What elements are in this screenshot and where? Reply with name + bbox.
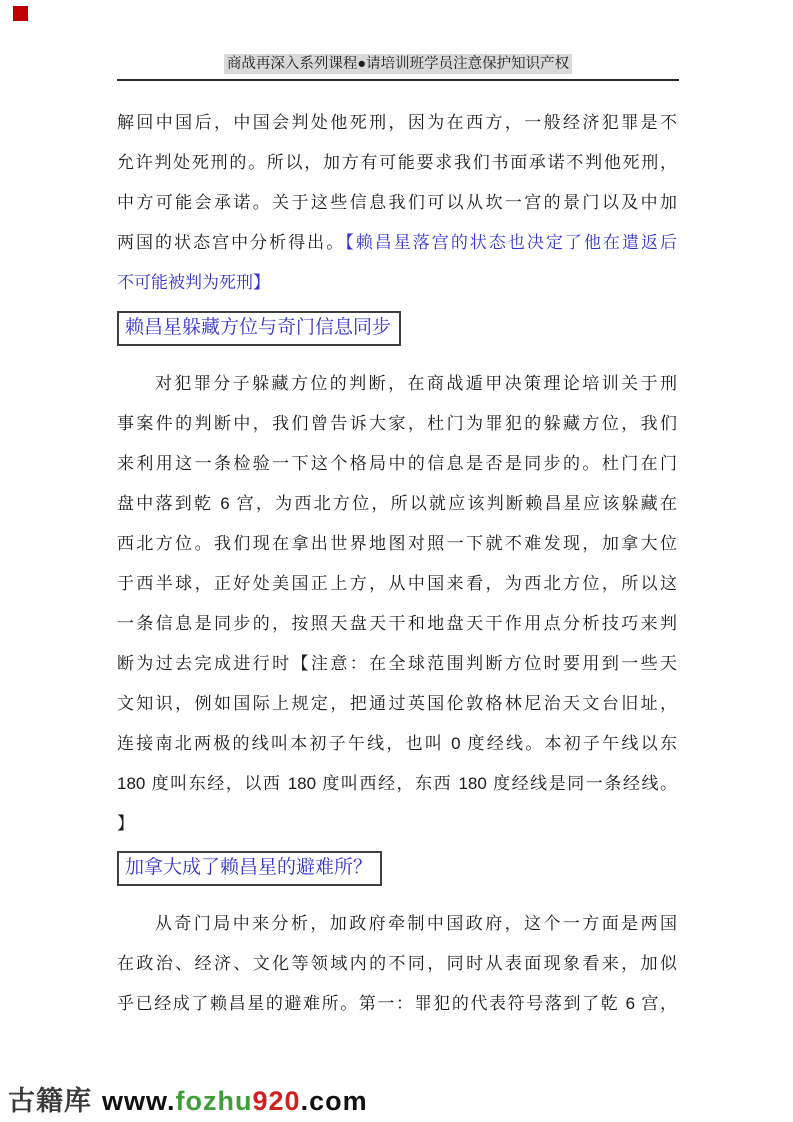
paragraph-2: [117, 364, 677, 844]
paragraph-line-blue: 不可能被判为死刑】: [117, 273, 270, 292]
paragraph-line: 乎已经成了赖昌星的避难所。第一：罪犯的代表符号落到了乾 6 宫，: [117, 994, 677, 1013]
paragraph-line: 连接南北两极的线叫本初子午线，也叫 0 度经线。本初子午线以东: [117, 734, 677, 753]
paragraph-line: 文知识，例如国际上规定，把通过英国伦敦格林尼治天文台旧址，: [117, 694, 677, 713]
watermark-site-name: 古籍库: [8, 1086, 92, 1116]
site-watermark: [8, 1079, 368, 1118]
paragraph-line: 】: [117, 814, 134, 833]
paragraph-line: 于西半球，正好处美国正上方，从中国来看，为西北方位，所以这: [117, 574, 677, 593]
watermark-domain-red: 920: [252, 1086, 301, 1116]
paragraph-line: 事案件的判断中，我们曾告诉大家，杜门为罪犯的躲藏方位，我们: [117, 414, 677, 433]
paragraph-line: 解回中国后，中国会判处他死刑，因为在西方，一般经济犯罪是不: [117, 113, 677, 132]
page-header: [117, 53, 679, 75]
watermark-domain-green: fozhu: [175, 1086, 253, 1116]
paragraph-line-mixed: [117, 223, 677, 263]
paragraph-line: 来利用这一条检验一下这个格局中的信息是否是同步的。杜门在门: [117, 454, 677, 473]
paragraph-line: 一条信息是同步的，按照天盘天干和地盘天干作用点分析技巧来判: [117, 614, 677, 633]
text-segment-blue: 【赖昌星落宫的状态也决定了他在遣返后: [345, 233, 678, 252]
header-divider: [117, 79, 679, 81]
paragraph-line: 允许判处死刑的。所以，加方有可能要求我们书面承诺不判他死刑，: [117, 153, 677, 172]
paragraph-line: 180 度叫东经，以西 180 度叫西经，东西 180 度经线是同一条经线。: [117, 774, 677, 793]
paragraph-line: 对犯罪分子躲藏方位的判断，在商战遁甲决策理论培训关于刑: [155, 374, 677, 393]
paragraph-line: 在政治、经济、文化等领域内的不同，同时从表面现象看来，加似: [117, 954, 677, 973]
watermark-www: www.: [102, 1086, 176, 1116]
watermark-tld: .com: [300, 1086, 368, 1116]
boxed-heading-canada-refuge: 加拿大成了赖昌星的避难所？: [117, 851, 382, 886]
paragraph-line: 中方可能会承诺。关于这些信息我们可以从坎一宫的景门以及中加: [117, 193, 677, 212]
red-square-marker: [13, 6, 28, 21]
paragraph-line: 断为过去完成进行时【注意：在全球范围判断方位时要用到一些天: [117, 654, 677, 673]
paragraph-1: [117, 103, 677, 303]
boxed-heading-hiding-direction: 赖昌星躲藏方位与奇门信息同步: [117, 311, 401, 346]
paragraph-line: 西北方位。我们现在拿出世界地图对照一下就不难发现，加拿大位: [117, 534, 677, 553]
header-title: 商战再深入系列课程●请培训班学员注意保护知识产权: [224, 54, 572, 74]
text-segment-black: 两国的状态宫中分析得出。: [117, 233, 346, 252]
paragraph-3: [117, 904, 677, 1024]
paragraph-line: 盘中落到乾 6 宫，为西北方位，所以就应该判断赖昌星应该躲藏在: [117, 494, 677, 513]
paragraph-line: 从奇门局中来分析，加政府牵制中国政府，这个一方面是两国: [155, 914, 677, 933]
